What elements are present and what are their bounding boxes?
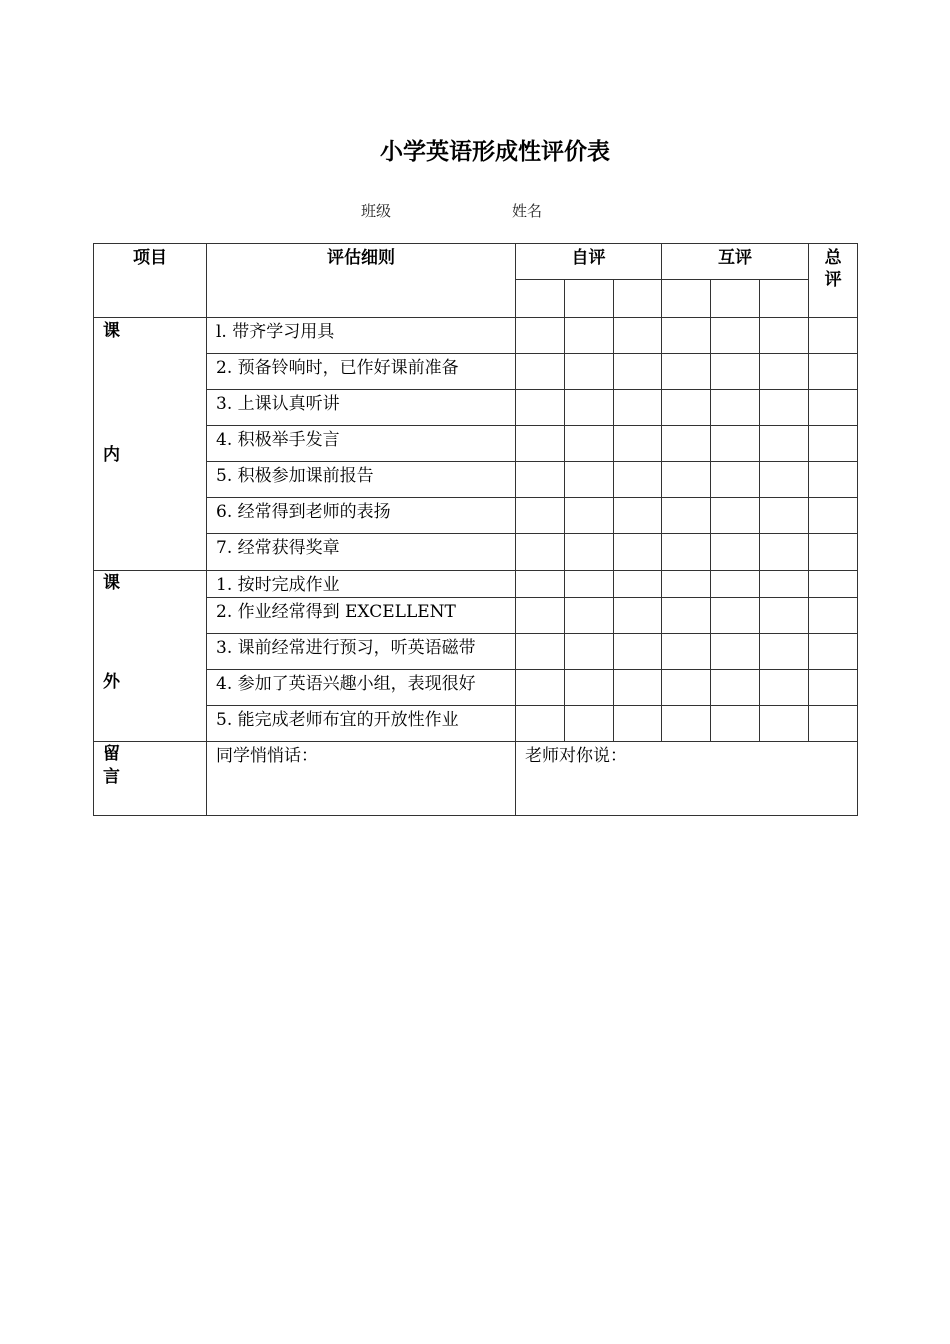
score-cell[interactable] [662, 571, 711, 598]
score-cell[interactable] [760, 670, 809, 706]
score-cell[interactable] [711, 534, 760, 571]
total-cell[interactable] [809, 670, 858, 706]
class-label: 班级 [361, 202, 392, 220]
score-cell[interactable] [662, 534, 711, 571]
score-cell[interactable] [516, 462, 565, 498]
score-cell[interactable] [516, 634, 565, 670]
teacher-message-field[interactable] [516, 742, 858, 816]
score-cell[interactable] [565, 706, 614, 742]
score-cell[interactable] [662, 634, 711, 670]
score-cell[interactable] [662, 426, 711, 462]
score-cell[interactable] [614, 426, 662, 462]
total-cell[interactable] [809, 598, 858, 634]
category-in-class-char-2: 内 [103, 445, 120, 465]
criteria-item: l. 带齐学习用具 [207, 318, 516, 354]
score-cell[interactable] [711, 498, 760, 534]
score-cell[interactable] [516, 318, 565, 354]
score-cell[interactable] [711, 462, 760, 498]
self-eval-cell[interactable] [565, 280, 614, 318]
score-cell[interactable] [760, 706, 809, 742]
total-cell[interactable] [809, 534, 858, 571]
category-after-class-char-1: 课 [103, 573, 120, 593]
teacher-message-label: 老师对你说： [525, 746, 627, 766]
total-cell[interactable] [809, 390, 858, 426]
score-cell[interactable] [565, 498, 614, 534]
criteria-item: 6. 经常得到老师的表扬 [207, 498, 516, 534]
header-total-char-1: 总 [824, 248, 842, 268]
category-message-char-1: 留 [103, 744, 120, 764]
classmates-message-field[interactable] [207, 742, 516, 816]
score-cell[interactable] [760, 354, 809, 390]
score-cell[interactable] [662, 390, 711, 426]
score-cell[interactable] [711, 706, 760, 742]
score-cell[interactable] [662, 598, 711, 634]
score-cell[interactable] [760, 571, 809, 598]
category-in-class-char-1: 课 [103, 321, 120, 341]
score-cell[interactable] [516, 670, 565, 706]
score-cell[interactable] [516, 390, 565, 426]
score-cell[interactable] [516, 426, 565, 462]
total-cell[interactable] [809, 462, 858, 498]
score-cell[interactable] [760, 534, 809, 571]
score-cell[interactable] [516, 498, 565, 534]
total-cell[interactable] [809, 571, 858, 598]
score-cell[interactable] [565, 670, 614, 706]
score-cell[interactable] [614, 498, 662, 534]
criteria-item: 4. 积极举手发言 [207, 426, 516, 462]
score-cell[interactable] [711, 354, 760, 390]
category-message-char-2: 言 [103, 767, 120, 787]
criteria-item: 5. 能完成老师布宜的开放性作业 [207, 706, 516, 742]
header-total-char-2: 评 [824, 270, 842, 290]
category-message [94, 742, 207, 816]
header-criteria: 评估细则 [207, 244, 516, 318]
score-cell[interactable] [711, 390, 760, 426]
score-cell[interactable] [760, 498, 809, 534]
score-cell[interactable] [614, 354, 662, 390]
score-cell[interactable] [614, 634, 662, 670]
score-cell[interactable] [662, 706, 711, 742]
score-cell[interactable] [614, 534, 662, 571]
score-cell[interactable] [760, 634, 809, 670]
total-cell[interactable] [809, 498, 858, 534]
score-cell[interactable] [565, 390, 614, 426]
category-after-class-char-2: 外 [103, 672, 120, 692]
header-peer-eval: 互评 [662, 244, 809, 280]
score-cell[interactable] [711, 598, 760, 634]
score-cell[interactable] [516, 571, 565, 598]
criteria-item: 4. 参加了英语兴趣小组，表现很好 [207, 670, 516, 706]
header-item: 项目 [94, 244, 207, 318]
score-cell[interactable] [614, 670, 662, 706]
total-cell[interactable] [809, 354, 858, 390]
score-cell[interactable] [614, 598, 662, 634]
peer-eval-cell[interactable] [760, 280, 809, 318]
score-cell[interactable] [760, 462, 809, 498]
self-eval-cell[interactable] [614, 280, 662, 318]
score-cell[interactable] [662, 462, 711, 498]
score-cell[interactable] [614, 462, 662, 498]
score-cell[interactable] [760, 426, 809, 462]
classmates-message-label: 同学悄悄话： [216, 746, 318, 766]
self-eval-cell[interactable] [516, 280, 565, 318]
evaluation-table [93, 243, 858, 816]
score-cell[interactable] [614, 318, 662, 354]
score-cell[interactable] [565, 534, 614, 571]
criteria-item: 1. 按时完成作业 [207, 571, 516, 598]
score-cell[interactable] [614, 706, 662, 742]
score-cell[interactable] [711, 318, 760, 354]
score-cell[interactable] [565, 462, 614, 498]
total-cell[interactable] [809, 318, 858, 354]
score-cell[interactable] [516, 706, 565, 742]
category-in-class [94, 318, 207, 571]
total-cell[interactable] [809, 706, 858, 742]
name-label: 姓名 [512, 202, 543, 220]
page-title: 小学英语形成性评价表 [380, 139, 610, 165]
score-cell[interactable] [614, 390, 662, 426]
criteria-item: 2. 预备铃响时，已作好课前准备 [207, 354, 516, 390]
criteria-item: 3. 课前经常进行预习，听英语磁带 [207, 634, 516, 670]
header-total [809, 244, 858, 318]
score-cell[interactable] [516, 598, 565, 634]
score-cell[interactable] [711, 571, 760, 598]
criteria-item: 7. 经常获得奖章 [207, 534, 516, 571]
score-cell[interactable] [516, 534, 565, 571]
score-cell[interactable] [662, 318, 711, 354]
score-cell[interactable] [565, 318, 614, 354]
score-cell[interactable] [662, 498, 711, 534]
score-cell[interactable] [662, 670, 711, 706]
score-cell[interactable] [760, 390, 809, 426]
score-cell[interactable] [760, 318, 809, 354]
score-cell[interactable] [614, 571, 662, 598]
score-cell[interactable] [565, 571, 614, 598]
criteria-item: 5. 积极参加课前报告 [207, 462, 516, 498]
score-cell[interactable] [565, 634, 614, 670]
total-cell[interactable] [809, 426, 858, 462]
peer-eval-cell[interactable] [662, 280, 711, 318]
score-cell[interactable] [565, 598, 614, 634]
score-cell[interactable] [711, 426, 760, 462]
criteria-item: 3. 上课认真听讲 [207, 390, 516, 426]
header-self-eval: 自评 [516, 244, 662, 280]
total-cell[interactable] [809, 634, 858, 670]
score-cell[interactable] [711, 670, 760, 706]
category-after-class [94, 571, 207, 742]
score-cell[interactable] [565, 426, 614, 462]
peer-eval-cell[interactable] [711, 280, 760, 318]
score-cell[interactable] [760, 598, 809, 634]
criteria-item: 2. 作业经常得到 EXCELLENT [207, 598, 516, 634]
score-cell[interactable] [565, 354, 614, 390]
score-cell[interactable] [711, 634, 760, 670]
score-cell[interactable] [662, 354, 711, 390]
score-cell[interactable] [516, 354, 565, 390]
